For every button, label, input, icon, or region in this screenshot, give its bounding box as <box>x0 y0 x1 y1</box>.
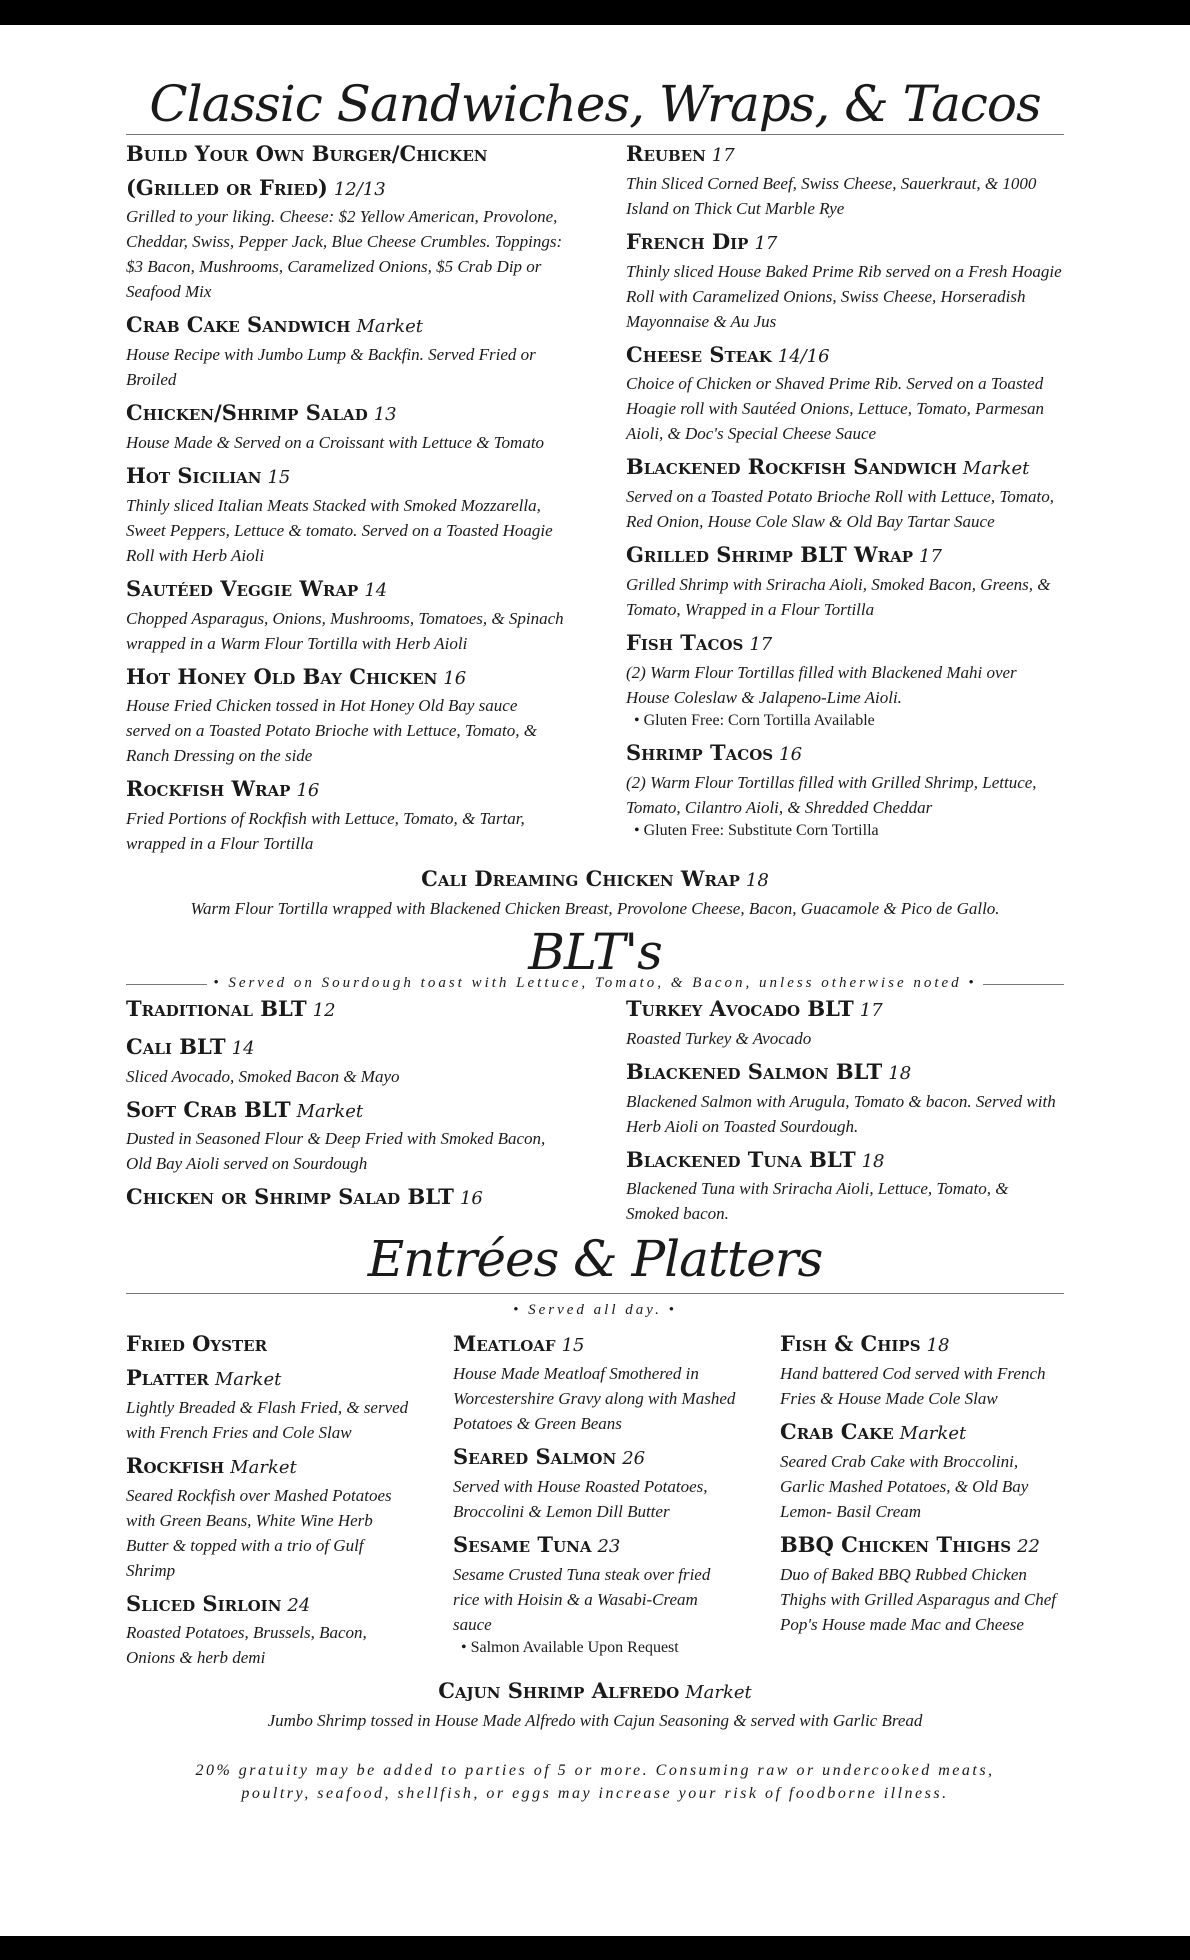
item-name: Blackened Rockfish Sandwich <box>626 454 957 480</box>
item-price: 18 <box>861 1150 885 1172</box>
item-description: Duo of Baked BBQ Rubbed Chicken Thighs with Grilled Asparagus and Chef Pop's House made Mac and Cheese <box>780 1564 1056 1634</box>
entree-column-1 <box>126 1327 410 1674</box>
item-name: Build Your Own Burger/Chicken (Grilled or Fried) <box>126 141 488 200</box>
menu-item <box>626 736 1064 842</box>
item-description: Thinly sliced House Baked Prime Rib served on a Fresh Hoagie Roll with Caramelized Onions, Swiss Cheese, Horseradish Mayonnaise & Au Jus <box>626 261 1062 331</box>
entree-column-3 <box>780 1327 1064 1674</box>
item-price: 15 <box>267 466 291 488</box>
item-description: Roasted Potatoes, Brussels, Bacon, Onions & herb demi <box>126 1623 367 1668</box>
menu-item <box>126 1180 564 1214</box>
item-price: 17 <box>749 633 773 655</box>
item-description: Fried Portions of Rockfish with Lettuce, Tomato, & Tartar, wrapped in a Flour Tortilla <box>126 809 525 854</box>
menu-item <box>126 1449 410 1583</box>
menu-item-center <box>126 862 1064 921</box>
item-price: 16 <box>443 667 467 689</box>
bottom-border <box>0 1936 1190 1960</box>
item-description: Thinly sliced Italian Meats Stacked with Smoked Mozzarella, Sweet Peppers, Lettuce & tomato. Served on a Toasted Hoagie Roll with Herb Aioli <box>126 495 553 565</box>
classic-right-column <box>626 137 1064 860</box>
item-name: Cajun Shrimp Alfredo <box>438 1678 680 1704</box>
item-name: Soft Crab BLT <box>126 1096 291 1122</box>
item-price: 14 <box>364 579 388 601</box>
divider <box>126 1293 1064 1294</box>
item-name: Chicken/Shrimp Salad <box>126 400 368 426</box>
menu-item <box>626 1055 1064 1139</box>
item-name: Meatloaf <box>453 1331 556 1357</box>
entrees-serving-note: • Served all day. • <box>513 1302 677 1319</box>
gratuity-disclaimer: 20% gratuity may be added to parties of 5 or more. Consuming raw or undercooked meats, poultry, seafood, shellfish, or eggs may increase your risk of foodborne illness. <box>195 1762 995 1803</box>
item-description: House Fried Chicken tossed in Hot Honey Old Bay sauce served on a Toasted Potato Brioche with Lettuce, Tomato, & Ranch Dressing on the side <box>126 696 537 766</box>
item-note: • Salmon Available Upon Request <box>453 1637 737 1659</box>
item-name: Grilled Shrimp BLT Wrap <box>626 542 913 568</box>
item-price: 14/16 <box>777 345 830 367</box>
item-price: 18 <box>926 1335 950 1357</box>
item-name: Cheese Steak <box>626 341 772 367</box>
item-name: Reuben <box>626 141 706 166</box>
item-price: 24 <box>287 1594 311 1616</box>
item-description: House Recipe with Jumbo Lump & Backfin. Served Fried or Broiled <box>126 345 536 390</box>
menu-item <box>453 1528 737 1659</box>
menu-item <box>626 992 1064 1051</box>
menu-item <box>126 1327 410 1444</box>
item-name: Traditional BLT <box>126 995 307 1021</box>
item-name: Crab Cake Sandwich <box>126 312 351 338</box>
blt-serving-note: • Served on Sourdough toast with Lettuce, Tomato, & Bacon, unless otherwise noted • <box>207 975 982 992</box>
classic-left-column <box>126 137 564 860</box>
item-description: House Made & Served on a Croissant with Lettuce & Tomato <box>126 432 545 452</box>
item-name: Chicken or Shrimp Salad BLT <box>126 1184 454 1210</box>
item-note: • Gluten Free: Substitute Corn Tortilla <box>626 820 1064 842</box>
item-description: Seared Crab Cake with Broccolini, Garlic Mashed Potatoes, & Old Bay Lemon- Basil Cream <box>780 1451 1029 1521</box>
menu-item <box>626 225 1064 334</box>
item-name: Seared Salmon <box>453 1444 617 1470</box>
item-description: Blackened Salmon with Arugula, Tomato & bacon. Served with Herb Aioli on Toasted Sourdough. <box>626 1091 1056 1136</box>
menu-item <box>126 137 564 304</box>
entree-columns <box>126 1327 1064 1674</box>
item-price: 17 <box>859 999 883 1021</box>
item-name: Rockfish <box>126 1452 225 1478</box>
item-description: Grilled Shrimp with Sriracha Aioli, Smoked Bacon, Greens, & Tomato, Wrapped in a Flour Tortilla <box>626 574 1051 619</box>
menu-item <box>126 572 564 656</box>
item-price: Market <box>962 458 1030 480</box>
menu-item <box>126 1093 564 1177</box>
item-description: Roasted Turkey & Avocado <box>626 1028 812 1048</box>
item-description: Grilled to your liking. Cheese: $2 Yellow American, Provolone, Cheddar, Swiss, Pepper Jack, Blue Cheese Crumbles. Toppings: $3 Bacon, Mushrooms, Caramelized Onions, $5 Crab Dip or Seafood Mix <box>126 207 563 302</box>
item-price: 26 <box>622 1448 646 1470</box>
blt-columns <box>126 992 1064 1230</box>
menu-item <box>626 1143 1064 1227</box>
item-name: Sliced Sirloin <box>126 1590 282 1616</box>
item-price: Market <box>296 1100 364 1122</box>
item-name: Rockfish Wrap <box>126 776 291 802</box>
item-description: Sesame Crusted Tuna steak over fried rice with Hoisin & a Wasabi-Cream sauce <box>453 1564 711 1634</box>
menu-item <box>126 1587 410 1671</box>
item-price: Market <box>214 1368 282 1390</box>
menu-item <box>126 1030 564 1089</box>
menu-item <box>126 459 564 568</box>
item-name: BBQ Chicken Thighs <box>780 1531 1012 1557</box>
menu-item <box>453 1440 737 1524</box>
item-name: Fried Oyster Platter <box>126 1331 268 1390</box>
section-title-blts: BLT's <box>528 922 662 981</box>
menu-item <box>126 772 564 856</box>
menu-item <box>626 626 1064 732</box>
item-name: Blackened Salmon BLT <box>626 1058 883 1084</box>
item-note: • Gluten Free: Corn Tortilla Available <box>626 710 1064 732</box>
item-price: 18 <box>888 1062 912 1084</box>
item-price: 23 <box>597 1535 621 1557</box>
menu-item <box>780 1415 1064 1524</box>
item-name: Blackened Tuna BLT <box>626 1146 856 1172</box>
section-title-classic: Classic Sandwiches, Wraps, & Tacos <box>149 75 1041 133</box>
blt-right-column <box>626 992 1064 1230</box>
item-name: Sesame Tuna <box>453 1531 592 1557</box>
item-name: Sautéed Veggie Wrap <box>126 575 359 601</box>
classic-columns <box>126 137 1064 860</box>
item-description: Sliced Avocado, Smoked Bacon & Mayo <box>126 1066 400 1086</box>
item-price: 12 <box>312 999 336 1021</box>
item-price: Market <box>899 1423 967 1445</box>
item-name: Crab Cake <box>780 1419 894 1445</box>
item-name: Turkey Avocado BLT <box>626 995 854 1021</box>
item-description: Jumbo Shrimp tossed in House Made Alfredo with Cajun Seasoning & served with Garlic Bread <box>267 1711 923 1731</box>
menu-item <box>453 1327 737 1436</box>
item-description: Choice of Chicken or Shaved Prime Rib. Served on a Toasted Hoagie roll with Sautéed Onions, Lettuce, Tomato, Parmesan Aioli, & Doc's Special Cheese Sauce <box>626 374 1045 444</box>
item-price: 17 <box>919 546 942 568</box>
menu-item <box>780 1327 1064 1411</box>
item-price: 17 <box>754 232 778 254</box>
item-price: 15 <box>561 1335 585 1357</box>
item-description: Seared Rockfish over Mashed Potatoes with Green Beans, White Wine Herb Butter & topped with a trio of Gulf Shrimp <box>126 1485 392 1580</box>
item-price: Market <box>356 316 423 338</box>
item-price: 16 <box>779 743 803 765</box>
item-price: 17 <box>711 145 735 166</box>
item-name: Hot Sicilian <box>126 462 262 488</box>
item-price: 16 <box>459 1188 483 1210</box>
item-price: Market <box>685 1682 752 1704</box>
item-name: Cali Dreaming Chicken Wrap <box>421 866 740 892</box>
entree-column-2 <box>453 1327 737 1674</box>
item-description: Served on a Toasted Potato Brioche Roll with Lettuce, Tomato, Red Onion, House Cole Slaw & Old Bay Tartar Sauce <box>626 487 1054 532</box>
item-description: Lightly Breaded & Flash Fried, & served with French Fries and Cole Slaw <box>126 1397 409 1442</box>
menu-item <box>626 450 1064 534</box>
item-description: Warm Flour Tortilla wrapped with Blackened Chicken Breast, Provolone Cheese, Bacon, Guacamole & Pico de Gallo. <box>190 898 1000 918</box>
menu-item-center <box>126 1674 1064 1733</box>
item-name: Cali BLT <box>126 1033 226 1059</box>
item-description: (2) Warm Flour Tortillas filled with Grilled Shrimp, Lettuce, Tomato, Cilantro Aioli, & Shredded Cheddar <box>626 772 1037 817</box>
item-price: 22 <box>1017 1535 1040 1557</box>
item-name: Shrimp Tacos <box>626 739 774 765</box>
menu-item <box>126 660 564 769</box>
item-description: House Made Meatloaf Smothered in Worcestershire Gravy along with Mashed Potatoes & Green Beans <box>453 1364 736 1434</box>
top-border <box>0 0 1190 25</box>
item-price: 16 <box>296 780 320 802</box>
item-price: 18 <box>745 870 769 892</box>
menu-page <box>126 25 1064 1805</box>
item-name: French Dip <box>626 228 749 254</box>
item-price: 13 <box>373 404 397 426</box>
item-name: Fish Tacos <box>626 629 744 655</box>
menu-item <box>780 1528 1064 1637</box>
divider <box>126 134 1064 135</box>
item-description: Dusted in Seasoned Flour & Deep Fried with Smoked Bacon, Old Bay Aioli served on Sourdough <box>126 1129 546 1174</box>
item-description: Blackened Tuna with Sriracha Aioli, Lettuce, Tomato, & Smoked bacon. <box>626 1179 1009 1224</box>
item-name: Hot Honey Old Bay Chicken <box>126 663 438 689</box>
menu-item <box>626 538 1064 622</box>
item-description: Thin Sliced Corned Beef, Swiss Cheese, Sauerkraut, & 1000 Island on Thick Cut Marble Rye <box>626 173 1037 218</box>
item-description: Chopped Asparagus, Onions, Mushrooms, Tomatoes, & Spinach wrapped in a Warm Flour Tortilla with Herb Aioli <box>126 608 564 653</box>
blt-left-column <box>126 992 564 1230</box>
menu-item <box>626 137 1064 221</box>
item-name: Fish & Chips <box>780 1331 921 1357</box>
menu-item <box>626 338 1064 447</box>
item-description: (2) Warm Flour Tortillas filled with Blackened Mahi over House Coleslaw & Jalapeno-Lime Aioli. <box>626 662 1017 707</box>
item-description: Hand battered Cod served with French Fries & House Made Cole Slaw <box>780 1364 1046 1409</box>
menu-item <box>126 396 564 455</box>
item-price: 12/13 <box>333 178 386 200</box>
item-price: 14 <box>231 1037 255 1059</box>
menu-item <box>126 308 564 392</box>
menu-item <box>126 992 564 1026</box>
item-price: Market <box>230 1456 297 1478</box>
item-description: Served with House Roasted Potatoes, Broccolini & Lemon Dill Butter <box>453 1476 708 1521</box>
section-title-entrees: Entrées & Platters <box>367 1230 823 1289</box>
